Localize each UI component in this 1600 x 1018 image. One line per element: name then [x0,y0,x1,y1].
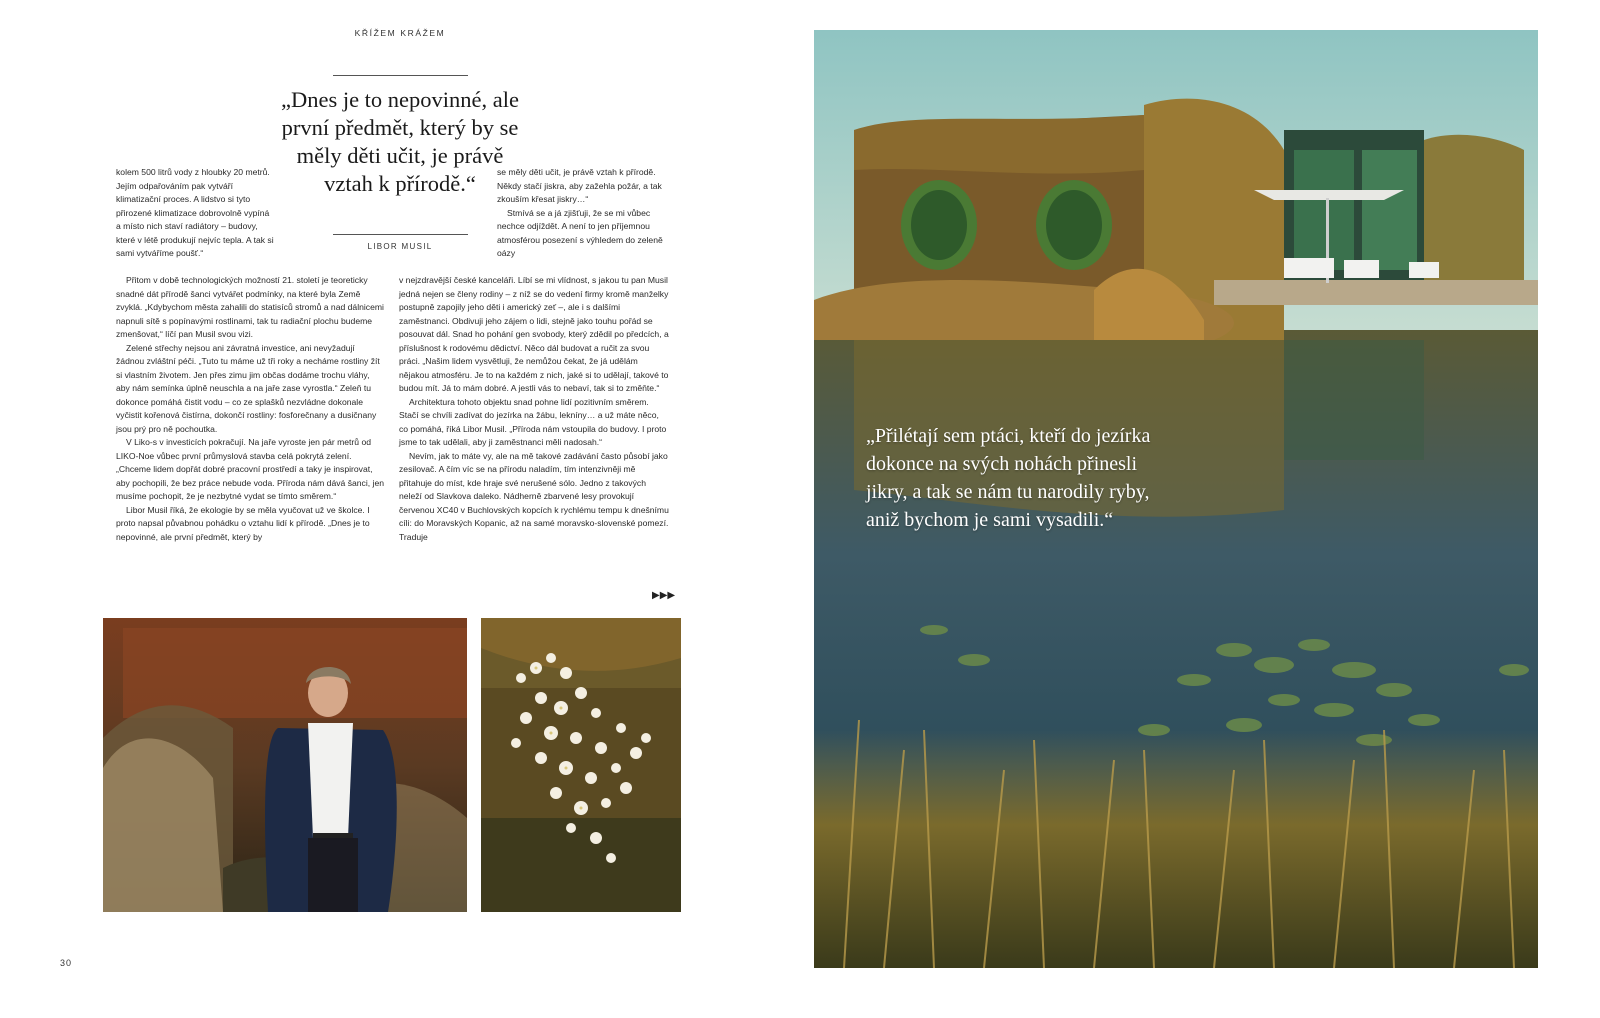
article-column-1-top [116,166,276,261]
flowers-photo [481,618,681,912]
flowers-illustration [481,618,681,912]
paragraph: Stmívá se a já zjišťuji, že se mi vůbec nechce odjíždět. A není to jen příjemnou atmosférou posezení s výhledem do zeleně oázy [497,207,663,258]
pull-quote-top-rule [333,75,468,76]
section-label: KŘÍŽEM KRÁŽEM [354,28,446,38]
article-column-1 [116,274,384,544]
paragraph: se měly děti učit, je právě vztah k přírodě. Někdy stačí jiskra, aby zažehla požár, a tak zkouším křesat jiskry…“ [497,167,662,204]
article-column-2 [399,274,669,544]
paragraph: Architektura tohoto objektu snad pohne lidí pozitivním směrem. Stačí se chvíli zadívat do jezírka na žábu, lekníny… a už máte něco, co pomáhá, říká Libor Musil. „Příroda nám vstoupila do budovy. I proto jsme to tak udělali, aby ji zaměstnanci měli nadosah.“ [399,396,667,447]
paragraph: Libor Musil říká, že ekologie by se měla vyučovat už ve školce. I proto napsal půvabnou pohádku o vztahu lidí k přírodě. „Dnes je to nepovinné, ale první předmět, který by [116,504,370,542]
pull-quote-attribution: LIBOR MUSIL [367,242,433,251]
continue-arrows: ▶▶▶ [652,590,676,601]
portrait-photo [103,618,467,912]
paragraph: Nevím, jak to máte vy, ale na mě takové zadávání často působí jako zesilovač. A čím víc se na přírodu naladím, tím intenzivněji mě přitahuje do míst, kde hraje své nerušené sólo. Jedno z takových neleží od Slavkova daleko. Nádherně zbarvené lesy provokují červenou XC40 v Buchlovských kopcích k rychlému tempu k dnešnímu cíli: do Moravských Kopanic, až na samé moravsko-slovenské pomezí. Traduje [399,450,669,542]
paragraph: kolem 500 litrů vody z hloubky 20 metrů. Jejím odpařováním pak vytváří klimatizační proces. A lidstvo si tyto přirozené klimatizace dobrovolně vypíná a místo nich staví radiátory – budovy, které v létě produkují nejvíc tepla. A tak si sami vytváříme poušť.“ [116,167,274,258]
paragraph: v nejzdravější české kanceláři. Líbí se mi vlídnost, s jakou tu pan Musil jedná nejen se členy rodiny – z níž se do vedení firmy kromě manželky postupně zapojily jeho děti i americký zeť –, ale i s dalšími zaměstnanci. Obdivuji jeho zájem o lidi, stejně jako touhu pořád se posouvat dál. Snad ho pohání gen svobody, který zdědil po předcích, a příslušnost k rodovému dědictví. Něco dál budovat a ručit za svou práci. „Našim lidem vysvětluji, že nemůžou čekat, že já udělám nějakou atmosféru. Je to na každém z nich, jaké si to udělají, takové to budou mít. Já to mám dobré. A jestli vás to nebaví, tak si to změňte.“ [399,275,669,393]
photo-quote: „Přilétají sem ptáci, kteří do jezírka dokonce na svých nohách přinesli jikry, a tak se nám tu narodily ryby, aniž bychom je sami vysadili.“ [866,425,1151,531]
article-column-2-top [497,166,669,261]
pull-quote: „Dnes je to nepovinné, ale první předmět, který by se měly děti učit, je právě vztah k přírodě.“ [280,87,520,196]
page-number: 30 [60,958,73,968]
pull-quote-bottom-rule [333,234,468,235]
paragraph: Zelené střechy nejsou ani závratná investice, ani nevyžadují žádnou zvláštní péči. „Tuto tu máme už tři roky a necháme rostliny žít si vlastním životem. Jen přes zimu jim občas dodáme trochu vláhy, aby nám semínka úplně neuschla a na jaře zase vyrostla.“ Zeleň tu dokonce pomáhá čistit vodu – co ze splašků nezvládne dokonale vyčistit kořenová čistírna, dokončí rostliny: fosforečnany a dusičnany jsou prý pro ně pochoutka. [116,342,380,434]
paragraph: V Liko-s v investicích pokračují. Na jaře vyroste jen pár metrů od LIKO-Noe vůbec první průmyslová stavba celá pokrytá zelení. „Chceme lidem dopřát dobré pracovní prostředí a taky je inspirovat, aby pochopili, že bez práce nebude voda. Příroda nám dává šanci, jen musíme pochopit, že je nezbytné vydat se tímto směrem.“ [116,437,385,501]
portrait-illustration [103,618,467,912]
paragraph: Přitom v době technologických možností 21. století je teoreticky snadné dát přírodě šanci vytvářet podmínky, na které byla Země zvyklá. „Kdybychom města zahalili do statisíců stromů a nad dálnicemi napnuli sítě s popínavými rostlinami, tak tu radiační plochu budeme zmenšovat,“ líčí pan Musil svou vizi. [116,275,384,339]
